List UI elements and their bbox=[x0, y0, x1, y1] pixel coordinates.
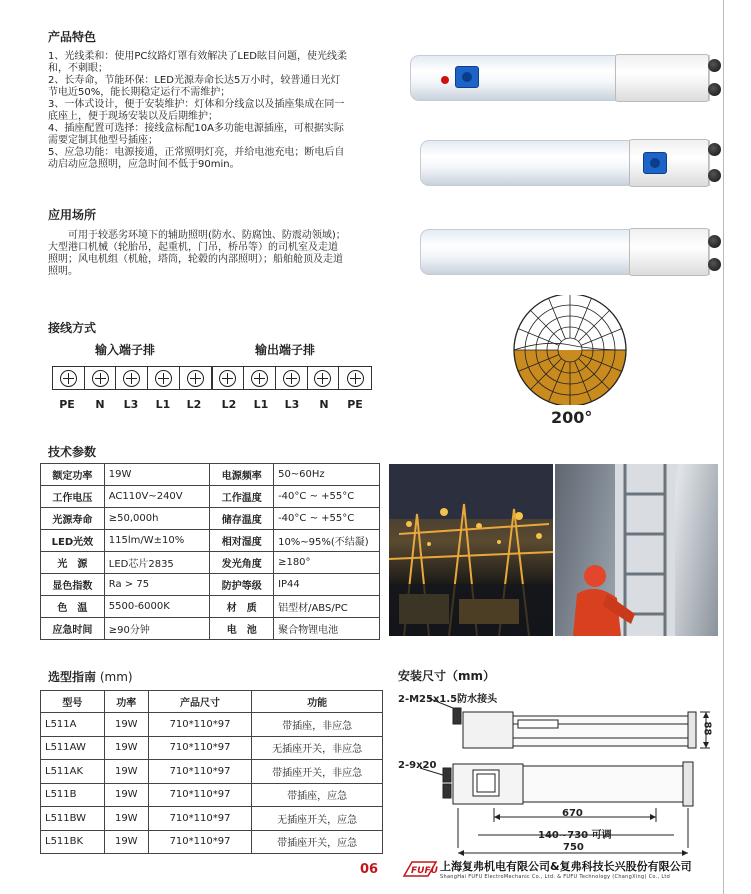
features-title: 产品特色 bbox=[48, 30, 97, 44]
terminal-label: L1 bbox=[155, 398, 171, 411]
spec-key: 防护等级 bbox=[210, 574, 274, 596]
selection-header: 功率 bbox=[104, 691, 148, 713]
terminal-label: L3 bbox=[284, 398, 300, 411]
terminal bbox=[244, 367, 276, 389]
beam-grid-spoke bbox=[549, 298, 566, 339]
terminal-label: PE bbox=[59, 398, 75, 411]
spec-value: 10%~95%(不结凝) bbox=[274, 530, 380, 552]
socket-icon bbox=[643, 152, 667, 174]
total-dimension: 750 bbox=[563, 842, 584, 853]
spec-key: 材 质 bbox=[210, 596, 274, 618]
table-row bbox=[41, 830, 383, 854]
table-cell: 710*110*97 bbox=[148, 830, 252, 854]
text-line: 动启动应急照明，应急时间不低于90min。 bbox=[48, 159, 240, 170]
screw-terminal-icon bbox=[347, 370, 364, 387]
spec-value: Ra > 75 bbox=[104, 574, 210, 596]
beam-grid-spoke bbox=[518, 329, 559, 346]
terminal-label: L2 bbox=[186, 398, 202, 411]
beam-grid-spoke bbox=[581, 329, 622, 346]
lamp-endcap bbox=[629, 228, 709, 276]
spec-row bbox=[41, 486, 380, 508]
terminal-label: L2 bbox=[221, 398, 237, 411]
terminal-label: L3 bbox=[123, 398, 139, 411]
beam-grid-spoke bbox=[530, 310, 561, 341]
company-logo bbox=[402, 858, 438, 880]
adjustable-dimension: 140~730 可调 bbox=[538, 830, 612, 841]
indicator-light bbox=[441, 76, 449, 84]
text-line: 大型港口机械（轮胎吊，起重机，门吊，桥吊等）的司机室及走道 bbox=[48, 242, 338, 253]
spec-row bbox=[41, 552, 380, 574]
page-edge-bar bbox=[723, 0, 751, 894]
spec-value: 19W bbox=[104, 464, 210, 486]
lamp-endcap bbox=[615, 54, 709, 102]
spec-key: 发光角度 bbox=[210, 552, 274, 574]
spec-row bbox=[41, 530, 380, 552]
terminal-label: L1 bbox=[253, 398, 269, 411]
text-line: 和，不刺眼； bbox=[48, 63, 108, 74]
terminal-label: N bbox=[95, 398, 105, 411]
table-cell: 710*110*97 bbox=[148, 713, 252, 737]
screw-terminal-icon bbox=[123, 370, 140, 387]
cable-gland bbox=[708, 143, 721, 156]
spec-value: 铝型材/ABS/PC bbox=[274, 596, 380, 618]
spec-key: 电 池 bbox=[210, 618, 274, 640]
selection-unit: (mm) bbox=[99, 670, 133, 684]
table-cell: 19W bbox=[104, 807, 148, 831]
table-cell: 带插座，非应急 bbox=[252, 713, 383, 737]
text-line: 底座上，便于现场安装以及后期维护； bbox=[48, 111, 218, 122]
spec-value: 5500-6000K bbox=[104, 596, 210, 618]
screw-terminal-icon bbox=[92, 370, 109, 387]
spec-key: 应急时间 bbox=[41, 618, 105, 640]
lamp-image-3 bbox=[420, 229, 710, 275]
terminal-label: N bbox=[319, 398, 329, 411]
text-line: 5、应急功能：电源接通，正常照明灯亮，并给电池充电；断电后自 bbox=[48, 147, 345, 158]
spec-key: 光 源 bbox=[41, 552, 105, 574]
text-line: 4、插座配置可选择：接线盒标配10A多功能电源插座，可根据实际 bbox=[48, 123, 344, 134]
company-name: 上海复弗机电有限公司&复弗科技长兴股份有限公司 bbox=[440, 860, 692, 873]
beam-angle-diagram bbox=[505, 295, 635, 405]
spec-key: 电源频率 bbox=[210, 464, 274, 486]
beam-grid-spoke bbox=[575, 298, 592, 339]
terminal bbox=[85, 367, 117, 389]
table-cell: 带插座，应急 bbox=[252, 783, 383, 807]
table-cell: 19W bbox=[104, 783, 148, 807]
table-cell: 无插座开关，应急 bbox=[252, 807, 383, 831]
spec-key: LED光效 bbox=[41, 530, 105, 552]
selection-header: 功能 bbox=[252, 691, 383, 713]
lamp-endcap bbox=[629, 139, 709, 187]
span-dimension: 670 bbox=[562, 808, 583, 819]
spec-value: IP44 bbox=[274, 574, 380, 596]
text-line: 照明；风电机组（机舱，塔筒，轮毂的内部照明）；船舶舱顶及走道 bbox=[48, 254, 343, 265]
terminal bbox=[213, 367, 245, 389]
input-terminal-label: 输入端子排 bbox=[95, 343, 156, 357]
terminal bbox=[116, 367, 148, 389]
table-cell: 19W bbox=[104, 713, 148, 737]
spec-value: 聚合物锂电池 bbox=[274, 618, 380, 640]
spec-key: 储存温度 bbox=[210, 508, 274, 530]
height-dimension: 88 bbox=[701, 721, 713, 736]
table-cell: L511B bbox=[41, 783, 105, 807]
screw-terminal-icon bbox=[314, 370, 331, 387]
connector-note: 2-M25x1.5防水接头 bbox=[398, 694, 498, 705]
selection-table bbox=[40, 690, 383, 854]
output-terminal-label: 输出端子排 bbox=[255, 343, 316, 357]
terminal-label: PE bbox=[347, 398, 363, 411]
text-line: 3、一体式设计，便于安装维护：灯体和分线盒以及插座集成在同一 bbox=[48, 99, 345, 110]
company-name-en: ShangHai FUFU ElectroMechanic Co., Ltd. & FUFU Technology (ChangXing) Co., Ltd bbox=[440, 874, 671, 880]
spec-value: 50~60Hz bbox=[274, 464, 380, 486]
spec-value: LED芯片2835 bbox=[104, 552, 210, 574]
spec-key: 工作电压 bbox=[41, 486, 105, 508]
table-cell: L511BW bbox=[41, 807, 105, 831]
socket-icon bbox=[455, 66, 479, 88]
spec-row bbox=[41, 574, 380, 596]
terminal bbox=[308, 367, 340, 389]
table-cell: L511AK bbox=[41, 760, 105, 784]
beam-grid-spoke bbox=[578, 310, 609, 341]
table-row bbox=[41, 760, 383, 784]
spec-value: ≥50,000h bbox=[104, 508, 210, 530]
dimensions-title: 安装尺寸（mm） bbox=[398, 669, 496, 683]
terminal bbox=[339, 367, 371, 389]
screw-terminal-icon bbox=[187, 370, 204, 387]
selection-header: 产品尺寸 bbox=[148, 691, 252, 713]
lamp-image-1 bbox=[410, 55, 710, 101]
application-title: 应用场所 bbox=[48, 208, 97, 222]
spec-key: 显色指数 bbox=[41, 574, 105, 596]
text-line: 需要定制其他型号插座； bbox=[48, 135, 158, 146]
selection-heading bbox=[48, 668, 133, 685]
text-line: 照明。 bbox=[48, 266, 78, 277]
table-cell: 19W bbox=[104, 830, 148, 854]
table-cell: 710*110*97 bbox=[148, 736, 252, 760]
table-row bbox=[41, 713, 383, 737]
spec-key: 额定功率 bbox=[41, 464, 105, 486]
screw-terminal-icon bbox=[283, 370, 300, 387]
spec-value: AC110V~240V bbox=[104, 486, 210, 508]
table-cell: 710*110*97 bbox=[148, 783, 252, 807]
terminal bbox=[53, 367, 85, 389]
screw-terminal-icon bbox=[219, 370, 236, 387]
dimension-drawing bbox=[398, 690, 720, 860]
cable-gland bbox=[708, 258, 721, 271]
spec-row bbox=[41, 596, 380, 618]
cable-gland bbox=[708, 169, 721, 182]
table-row bbox=[41, 807, 383, 831]
terminal bbox=[276, 367, 308, 389]
table-cell: 710*110*97 bbox=[148, 807, 252, 831]
table-cell: 19W bbox=[104, 760, 148, 784]
table-row bbox=[41, 783, 383, 807]
specs-title: 技术参数 bbox=[48, 445, 97, 459]
lamp-image-2 bbox=[420, 140, 710, 186]
table-cell: 带插座开关，应急 bbox=[252, 830, 383, 854]
selection-header-row bbox=[41, 691, 383, 713]
text-line: 1、光线柔和：使用PC纹路灯罩有效解决了LED眩目问题，使光线柔 bbox=[48, 51, 347, 62]
spec-key: 工作温度 bbox=[210, 486, 274, 508]
table-cell: L511BK bbox=[41, 830, 105, 854]
table-row bbox=[41, 736, 383, 760]
spec-value: -40°C ~ +55°C bbox=[274, 508, 380, 530]
screw-terminal-icon bbox=[60, 370, 77, 387]
selection-header: 型号 bbox=[41, 691, 105, 713]
table-cell: 710*110*97 bbox=[148, 760, 252, 784]
table-cell: L511AW bbox=[41, 736, 105, 760]
spec-key: 相对湿度 bbox=[210, 530, 274, 552]
spec-row bbox=[41, 508, 380, 530]
spec-value: ≥90分钟 bbox=[104, 618, 210, 640]
terminal bbox=[148, 367, 180, 389]
cable-gland bbox=[708, 235, 721, 248]
text-line: 节电近50%，能长期稳定运行不需维护； bbox=[48, 87, 231, 98]
spec-value: ≥180° bbox=[274, 552, 380, 574]
text-line: 2、长寿命，节能环保：LED光源寿命长达5万小时，较普通日光灯 bbox=[48, 75, 341, 86]
application-text bbox=[48, 230, 393, 278]
terminal-block bbox=[52, 366, 372, 390]
worker-photo bbox=[555, 464, 718, 636]
table-cell: L511A bbox=[41, 713, 105, 737]
page-number: 06 bbox=[360, 862, 379, 877]
spec-key: 色 温 bbox=[41, 596, 105, 618]
screw-terminal-icon bbox=[251, 370, 268, 387]
spec-key: 光源寿命 bbox=[41, 508, 105, 530]
beam-angle-label: 200° bbox=[551, 408, 593, 427]
table-cell: 19W bbox=[104, 736, 148, 760]
terminal bbox=[180, 367, 212, 389]
wiring-title: 接线方式 bbox=[48, 321, 97, 335]
table-cell: 带插座开关，非应急 bbox=[252, 760, 383, 784]
text-line: 可用于较恶劣环境下的辅助照明(防水、防腐蚀、防震动领域)； bbox=[68, 230, 346, 241]
screw-terminal-icon bbox=[155, 370, 172, 387]
features-text bbox=[48, 51, 393, 171]
spec-row bbox=[41, 618, 380, 640]
cable-gland bbox=[708, 83, 721, 96]
holes-note: 2-9x20 bbox=[398, 760, 437, 771]
spec-value: -40°C ~ +55°C bbox=[274, 486, 380, 508]
spec-value: 115lm/W±10% bbox=[104, 530, 210, 552]
table-cell: 无插座开关，非应急 bbox=[252, 736, 383, 760]
specs-table bbox=[40, 463, 380, 640]
cable-gland bbox=[708, 59, 721, 72]
logo-text: FUFU bbox=[411, 866, 438, 876]
port-crane-photo bbox=[389, 464, 553, 636]
selection-title: 选型指南 bbox=[48, 670, 97, 684]
spec-row bbox=[41, 464, 380, 486]
